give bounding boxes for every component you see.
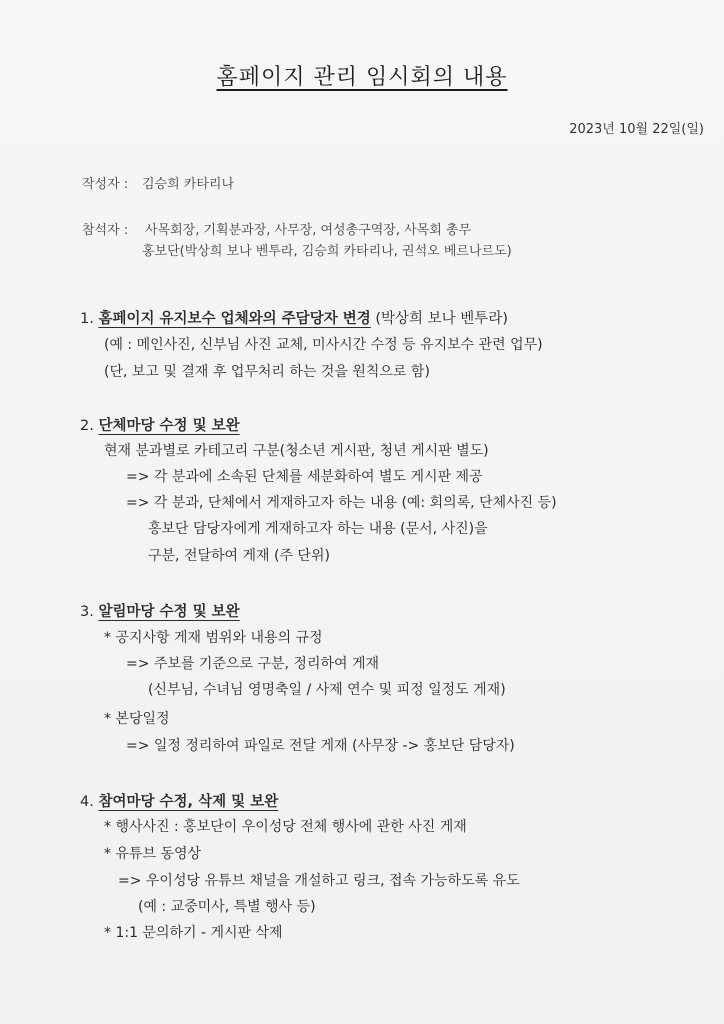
section-2-heading: 2. 단체마당 수정 및 보완 (80, 418, 240, 434)
section-4-line: * 1:1 문의하기 - 게시판 삭제 (104, 925, 283, 941)
section-4-line: * 행사사진 : 홍보단이 우이성당 전체 행사에 관한 사진 게재 (104, 819, 467, 835)
section-3-line: => 일정 정리하여 파일로 전달 게재 (사무장 -> 홍보단 담당자) (126, 738, 515, 754)
section-4-line: => 우이성당 유튜브 채널을 개설하고 링크, 접속 가능하도록 유도 (118, 873, 520, 889)
author-name: 김승희 카타리나 (142, 177, 235, 192)
section-1-heading: 1. 홈페이지 유지보수 업체와의 주담당자 변경 (박상희 보나 벤투라) (80, 311, 508, 327)
section-3-line: (신부님, 수녀님 영명축일 / 사제 연수 및 피정 일정도 게재) (148, 682, 506, 698)
section-3-line: => 주보를 기준으로 구분, 정리하여 게재 (126, 656, 380, 672)
section-2-line: => 각 분과에 소속된 단체를 세분화하여 별도 게시판 제공 (126, 469, 483, 485)
attendees-line-1: 사목회장, 기획분과장, 사무장, 여성총구역장, 사목회 총무 (145, 223, 472, 238)
section-1-line: (단, 보고 및 결재 후 업무처리 하는 것을 원칙으로 함) (104, 364, 430, 380)
section-2-line: 현재 분과별로 카테고리 구분(청소년 게시판, 청년 게시판 별도) (104, 443, 489, 459)
author-label: 작성자 : (82, 177, 129, 192)
section-3-heading: 3. 알림마당 수정 및 보완 (80, 604, 240, 620)
section-2-line: 홍보단 담당자에게 게재하고자 하는 내용 (문서, 사진)을 (148, 521, 488, 537)
attendees-line-2: 홍보단(박상희 보나 벤투라, 김승희 카타리나, 권석오 베르나르도) (142, 244, 512, 259)
section-3-line: * 본당일정 (104, 711, 170, 727)
section-2-line: => 각 분과, 단체에서 게재하고자 하는 내용 (예: 회의록, 단체사진 등) (126, 495, 557, 511)
section-2-line: 구분, 전달하여 게재 (주 단위) (148, 548, 330, 564)
section-4-line: * 유튜브 동영상 (104, 846, 202, 862)
section-4-heading: 4. 참여마당 수정, 삭제 및 보완 (80, 794, 279, 810)
document-date: 2023년 10월 22일(일) (569, 122, 704, 137)
section-3-line: * 공지사항 게재 범위와 내용의 규정 (104, 630, 323, 646)
section-4-line: (예 : 교중미사, 특별 행사 등) (138, 899, 316, 915)
section-1-line: (예 : 메인사진, 신부님 사진 교체, 미사시간 수정 등 유지보수 관련 업무) (104, 337, 543, 353)
attendees-label: 참석자 : (82, 223, 129, 238)
document-title: 홈페이지 관리 임시회의 내용 (216, 65, 508, 90)
